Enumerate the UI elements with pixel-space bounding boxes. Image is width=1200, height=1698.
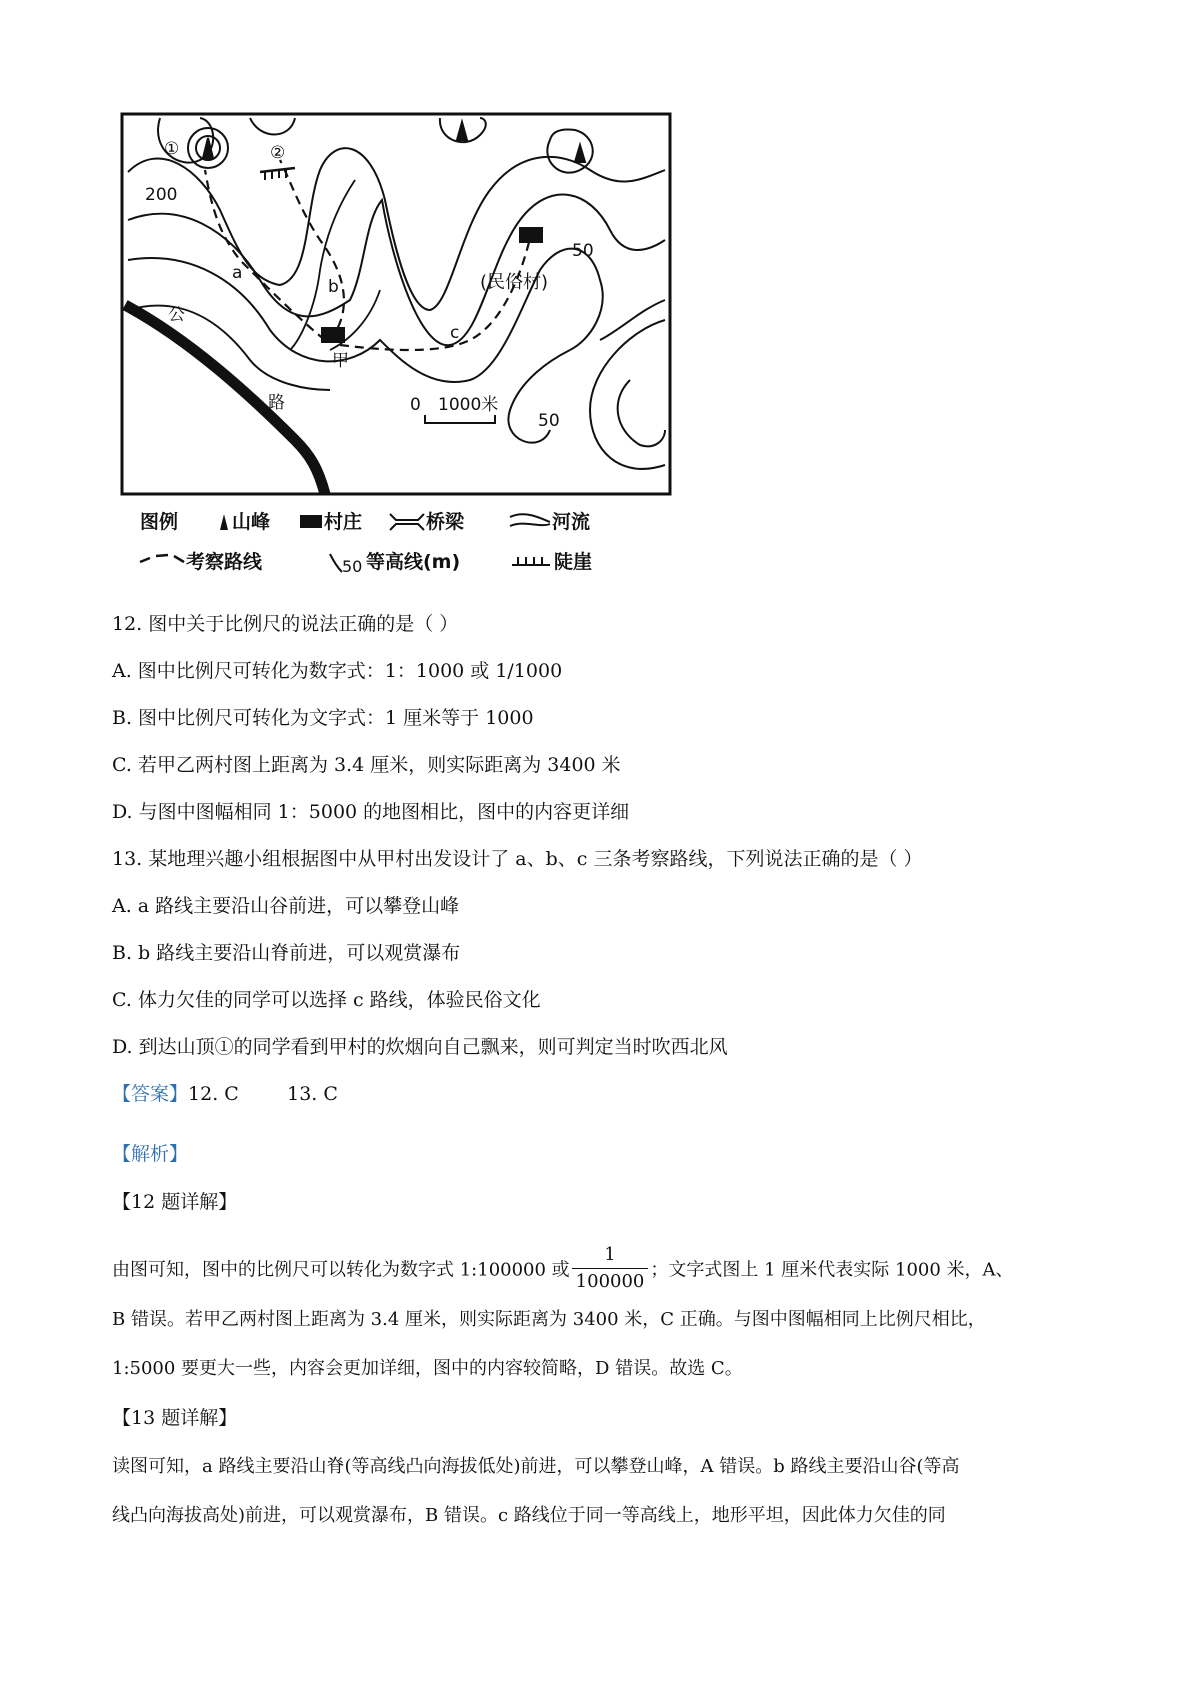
folk-village-label: (民俗村)	[480, 272, 549, 293]
route-a-label: a	[232, 263, 243, 283]
legend-cliff: 陡崖	[554, 551, 593, 573]
folk-village-icon	[520, 228, 542, 242]
q12-option-d: D. 与图中图幅相同 1：5000 的地图相比，图中的内容更详细	[112, 801, 630, 823]
peak2-label: ②	[270, 143, 286, 163]
legend-contour-num: 50	[342, 557, 363, 576]
answer-text: 12. C 13. C	[188, 1083, 338, 1105]
q13-option-a: A. a 路线主要沿山谷前进，可以攀登山峰	[112, 895, 460, 917]
village-jia-label: 甲	[332, 351, 349, 371]
village-jia-icon	[322, 328, 344, 342]
map-legend	[140, 510, 592, 576]
q12-detail-line-1	[112, 1244, 1014, 1297]
q13-detail-line-1: 读图可知，a 路线主要沿山脊(等高线凸向海拔低处)前进，可以攀登山峰，A 错误。b 路线主要沿山谷(等高	[112, 1456, 960, 1477]
q12-option-c: C. 若甲乙两村图上距离为 3.4 厘米，则实际距离为 3400 米	[112, 754, 621, 776]
cliff-symbol	[260, 168, 295, 172]
fraction	[572, 1242, 649, 1295]
q12-option-a: A. 图中比例尺可转化为数字式：1：1000 或 1/1000	[112, 660, 563, 682]
contour-lines	[128, 118, 665, 469]
cliff-icon	[512, 557, 550, 565]
fraction-denominator: 100000	[572, 1268, 649, 1295]
q12-option-b: B. 图中比例尺可转化为文字式：1 厘米等于 1000	[112, 707, 534, 729]
legend-river: 河流	[552, 511, 591, 533]
bridge-icon	[390, 514, 424, 530]
road-lu-label: 路	[268, 393, 285, 413]
answer-label: 【答案】	[112, 1083, 189, 1105]
legend-bridge: 桥梁	[426, 511, 465, 533]
route-b-label: b	[328, 277, 339, 297]
q12-detail-heading: 【12 题详解】	[112, 1191, 238, 1213]
fraction-numerator: 1	[604, 1244, 616, 1265]
q12-detail-line-2: B 错误。若甲乙两村图上距离为 3.4 厘米，则实际距离为 3400 米，C 正确。与图中图幅相同上比例尺相比，	[112, 1309, 986, 1330]
scale-bar	[425, 415, 495, 423]
peak-icon	[457, 122, 467, 140]
peak-icon	[575, 145, 585, 162]
route-c-label: c	[450, 323, 460, 343]
route-icon	[140, 555, 184, 562]
q13-option-b: B. b 路线主要沿山脊前进，可以观赏瀑布	[112, 942, 461, 964]
legend-contour: 等高线(m)	[366, 551, 461, 573]
river-icon	[510, 514, 550, 526]
scale-text-label: 1000米	[438, 395, 499, 415]
answer-line	[112, 1082, 338, 1106]
q13-option-d: D. 到达山顶①的同学看到甲村的炊烟向自己飘来，则可判定当时吹西北风	[112, 1036, 728, 1058]
legend-village: 村庄	[324, 511, 363, 533]
contour-50-label: 50	[538, 411, 560, 431]
survey-routes	[205, 160, 530, 350]
q13-stem: 13. 某地理兴趣小组根据图中从甲村出发设计了 a、b、c 三条考察路线，下列说法正确的是（ ）	[112, 848, 923, 870]
legend-route: 考察路线	[186, 551, 263, 573]
contour-50-label: 50	[572, 241, 594, 261]
contour-icon	[330, 554, 342, 572]
q13-detail-heading: 【13 题详解】	[112, 1407, 238, 1429]
village-icon	[300, 515, 322, 528]
peak-icon	[220, 514, 228, 530]
q12-detail-line-3: 1:5000 要更大一些，内容会更加详细，图中的内容较简略，D 错误。故选 C。	[112, 1358, 743, 1379]
peak1-label: ①	[164, 139, 180, 159]
q12-detail-pre: 由图可知，图中的比例尺可以转化为数字式 1:100000 或	[112, 1259, 570, 1281]
peak-icon	[203, 138, 213, 158]
q12-detail-post: ；文字式图上 1 厘米代表实际 1000 米，A、	[650, 1259, 1014, 1281]
contour-200-label: 200	[145, 185, 178, 205]
road-gong-label: 公	[168, 305, 185, 325]
scale-zero-label: 0	[410, 395, 421, 415]
analysis-label: 【解析】	[112, 1143, 189, 1165]
q13-detail-line-2: 线凸向海拔高处)前进，可以观赏瀑布，B 错误。c 路线位于同一等高线上，地形平坦，因此体力欠佳的同	[112, 1505, 946, 1526]
legend-title: 图例	[140, 511, 179, 533]
legend-peak: 山峰	[232, 511, 271, 533]
q12-stem: 12. 图中关于比例尺的说法正确的是（ ）	[112, 613, 459, 635]
topographic-map-figure	[120, 110, 675, 580]
q13-option-c: C. 体力欠佳的同学可以选择 c 路线，体验民俗文化	[112, 989, 541, 1011]
